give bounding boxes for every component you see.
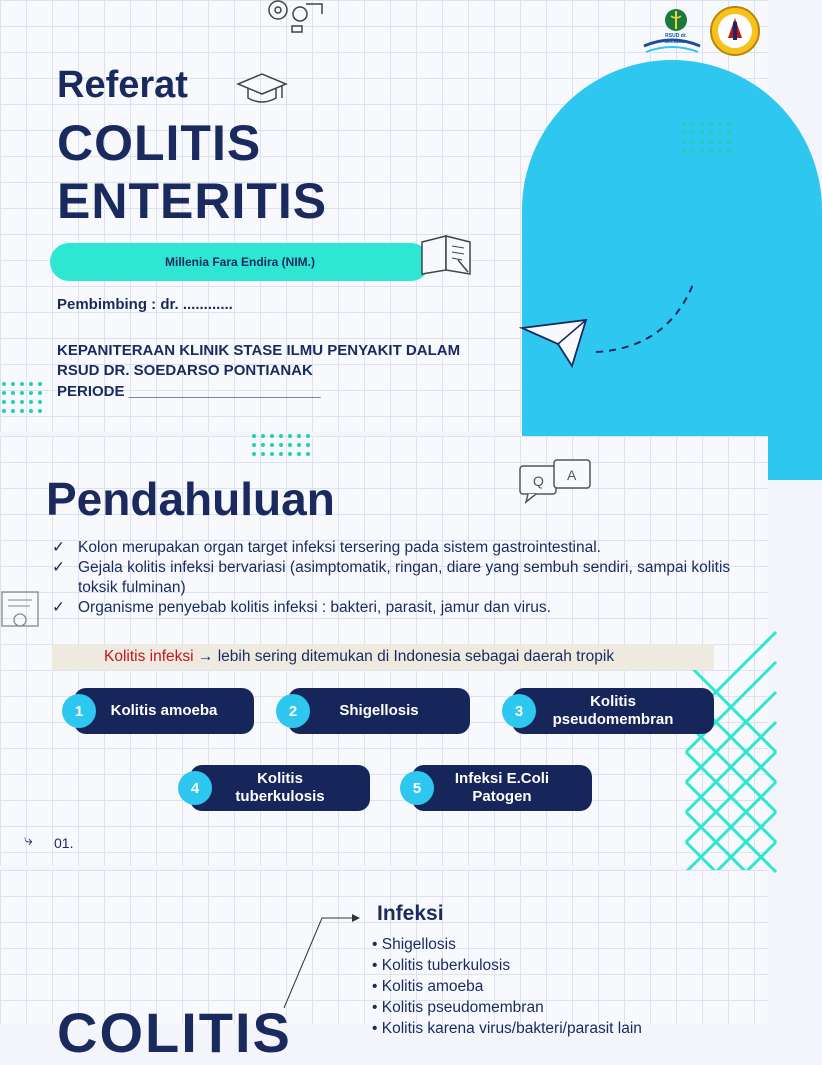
category-label: Kolitis pseudomembran xyxy=(552,693,674,728)
decorative-dots xyxy=(682,122,731,153)
category-pill xyxy=(412,765,592,811)
decorative-dots xyxy=(252,434,310,456)
category-label: Shigellosis xyxy=(339,702,419,719)
highlight-text: → lebih sering ditemukan di Indonesia sebagai daerah tropik xyxy=(197,648,615,665)
category-label: Kolitis amoeba xyxy=(110,702,218,719)
bullet-text: Gejala kolitis infeksi bervariasi (asimptomatik, ringan, diare yang sembuh sendiri, sampai kolitis toksik fulminan) xyxy=(78,559,731,596)
list-item xyxy=(52,538,732,558)
category-pill xyxy=(512,688,714,734)
decorative-dots xyxy=(2,382,42,413)
list-item xyxy=(52,598,732,618)
open-book-icon xyxy=(418,232,476,278)
bullet-text: Kolon merupakan organ target infeksi tersering pada sistem gastrointestinal. xyxy=(78,539,601,556)
list-item xyxy=(52,558,732,598)
bullet-text: Organisme penyebab kolitis infeksi : bakteri, parasit, jamur dan virus. xyxy=(78,599,551,616)
category-pill xyxy=(288,688,470,734)
cover-slide xyxy=(0,0,768,432)
author-name: Millenia Fara Endira (NIM.) xyxy=(50,243,430,281)
qa-bubbles-icon xyxy=(518,456,594,506)
cover-title-line1: COLITIS xyxy=(57,115,262,171)
cover-title-line2: ENTERITIS xyxy=(57,173,328,229)
intro-slide xyxy=(0,436,768,866)
category-number: 4 xyxy=(178,771,212,805)
category-label: Infeksi E.Coli Patogen xyxy=(454,770,550,805)
category-number: 1 xyxy=(62,694,96,728)
university-seal-logo xyxy=(710,6,760,56)
arrow-loop-icon: ⤷ xyxy=(24,832,33,849)
check-icon: ✓ xyxy=(52,539,65,556)
certificate-icon xyxy=(0,588,42,644)
infeksi-list xyxy=(372,934,642,1039)
check-icon: ✓ xyxy=(52,599,65,616)
qa-a-letter: A xyxy=(567,467,577,483)
list-item: • Shigellosis xyxy=(372,936,456,953)
category-number: 5 xyxy=(400,771,434,805)
section-title: Pendahuluan xyxy=(46,473,335,525)
list-item: • Kolitis amoeba xyxy=(372,978,484,995)
highlight-bar xyxy=(52,644,714,670)
list-item: • Kolitis pseudomembran xyxy=(372,999,544,1016)
program-line2: RSUD DR. SOEDARSO PONTIANAK xyxy=(57,362,313,379)
referat-label: Referat xyxy=(57,64,188,106)
page-number: 01. xyxy=(54,835,74,851)
list-item: • Kolitis karena virus/bakteri/parasit lain xyxy=(372,1020,642,1037)
supervisor: Pembimbing : dr. ............ xyxy=(57,296,233,313)
intro-bullet-list xyxy=(52,538,732,618)
category-number: 2 xyxy=(276,694,310,728)
colitis-title: COLITIS xyxy=(57,1001,292,1064)
paper-plane-icon xyxy=(518,262,708,372)
period: PERIODE _______________________ xyxy=(57,383,321,400)
list-item: • Kolitis tuberkulosis xyxy=(372,957,511,974)
infeksi-heading: Infeksi xyxy=(377,902,444,925)
graduation-cap-icon xyxy=(236,72,288,108)
gear-icon xyxy=(262,0,326,34)
category-number: 3 xyxy=(502,694,536,728)
check-icon: ✓ xyxy=(52,559,65,576)
category-pill xyxy=(190,765,370,811)
hospital-logo-text: RSUD dr. Soedarso xyxy=(664,33,688,45)
highlight-keyword: Kolitis infeksi xyxy=(104,648,194,665)
program-line1: KEPANITERAAN KLINIK STASE ILMU PENYAKIT DALAM xyxy=(57,342,461,359)
classification-slide xyxy=(0,870,768,1064)
category-pill xyxy=(74,688,254,734)
qa-q-letter: Q xyxy=(533,473,544,489)
connector-line xyxy=(280,910,364,1010)
hospital-logo xyxy=(642,6,692,56)
category-label: Kolitis tuberkulosis xyxy=(235,770,325,805)
